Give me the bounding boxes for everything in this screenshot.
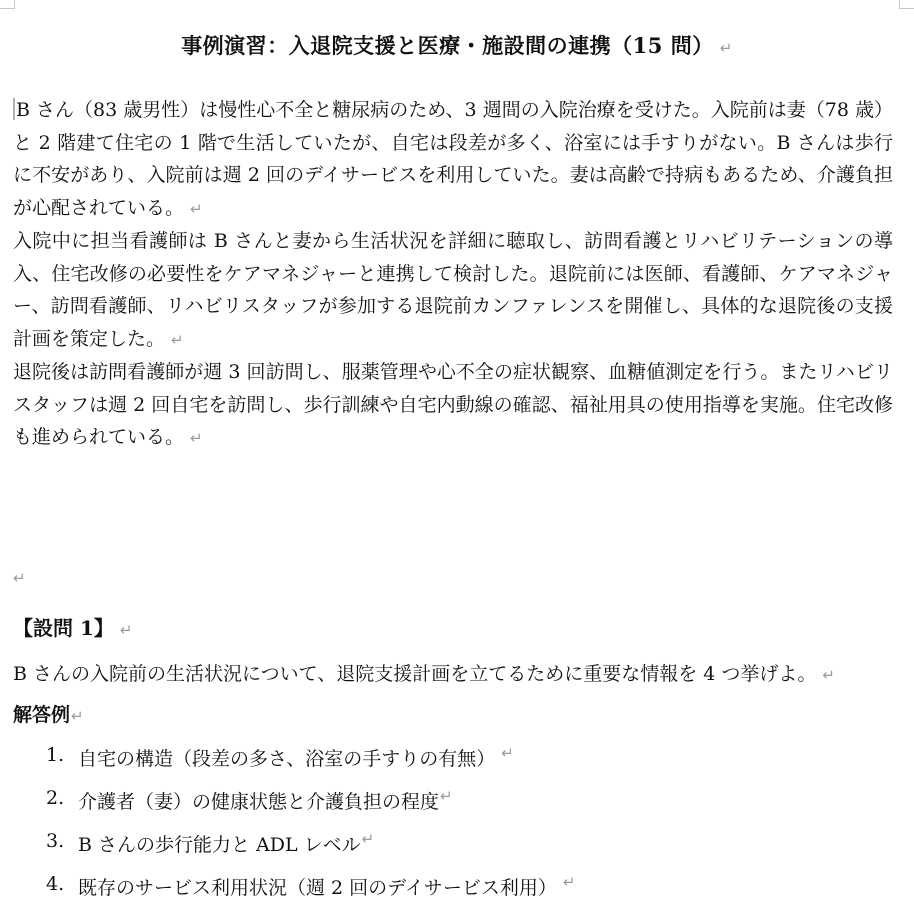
paragraph-mark-icon: ↵ (562, 873, 576, 891)
paragraph-mark-icon: ↵ (71, 707, 84, 725)
paragraph-mark-icon: ↵ (361, 830, 375, 848)
paragraph-mark-icon: ↵ (119, 621, 133, 639)
page-corner-mark-right (899, 0, 914, 9)
question-text[interactable] (13, 659, 903, 686)
paragraph-mark-icon: ↵ (190, 199, 203, 218)
question-heading-text[interactable]: 【設問 1】 (13, 616, 114, 640)
answer-item-number: 3. (46, 830, 65, 852)
case-paragraph-text[interactable]: 入院中に担当看護師は B さんと妻から生活状況を詳細に聴取し、訪問看護とリハビリテーションの導入、住宅改修の必要性をケアマネジャーと連携して検討した。退院前には医師、看護師、ケアマネジャー、訪問看護師、リハビリスタッフが参加する退院前カンファレンスを開催し、具体的な退院後の支援計画を策定した。 (13, 230, 893, 350)
answer-label-text[interactable]: 解答例 (13, 704, 71, 726)
paragraph-mark-icon: ↵ (13, 569, 26, 587)
paragraph-mark-icon: ↵ (501, 744, 514, 762)
answer-item[interactable] (46, 744, 575, 787)
case-description[interactable] (13, 94, 893, 455)
answer-item-text[interactable]: B さんの歩行能力と ADL レベル (78, 834, 361, 856)
answer-item-text[interactable]: 自宅の構造（段差の多さ、浴室の手すりの有無） (78, 748, 496, 770)
paragraph-mark-icon: ↵ (190, 429, 203, 447)
answer-item[interactable] (46, 787, 575, 830)
case-paragraph[interactable] (13, 225, 893, 356)
answer-label[interactable] (13, 700, 84, 727)
answer-item-number: 1. (46, 744, 65, 766)
empty-paragraph[interactable] (13, 568, 26, 600)
answer-item-text[interactable]: 介護者（妻）の健康状態と介護負担の程度 (78, 791, 440, 813)
answer-item[interactable] (46, 830, 575, 873)
case-paragraph-text[interactable]: B さん（83 歳男性）は慢性心不全と糖尿病のため、3 週間の入院治療を受けた。入院前は妻（78 歳）と 2 階建て住宅の 1 階で生活していたが、自宅は段差が多く、浴室には手すりがない。B さんは歩行に不安があり、入院前は週 2 回のデイサービスを利用していた。妻は高齢で持病もあるため、介護負担が心配されている。 (13, 99, 893, 219)
question-heading[interactable] (13, 612, 132, 641)
answer-list (46, 744, 575, 916)
paragraph-mark-icon: ↵ (719, 39, 733, 57)
answer-item-text[interactable]: 既存のサービス利用状況（週 2 回のデイサービス利用） (78, 877, 557, 899)
question-body[interactable]: B さんの入院前の生活状況について、退院支援計画を立てるために重要な情報を 4 つ挙げよ。 (13, 663, 817, 685)
text-cursor (13, 98, 15, 120)
case-paragraph-text[interactable]: 退院後は訪問看護師が週 3 回訪問し、服薬管理や心不全の症状観察、血糖値測定を行う。またリハビリスタッフは週 2 回自宅を訪問し、歩行訓練や自宅内動線の確認、福祉用具の使用指導を実施。住宅改修も進められている。 (13, 361, 893, 448)
answer-item[interactable] (46, 873, 575, 916)
document-title[interactable] (0, 30, 914, 60)
paragraph-mark-icon: ↵ (440, 787, 453, 805)
case-paragraph[interactable] (13, 94, 893, 225)
document-title-text[interactable]: 事例演習：入退院支援と医療・施設間の連携（15 問） (181, 33, 714, 58)
answer-item-number: 2. (46, 787, 65, 809)
page-corner-mark-left (0, 0, 15, 9)
paragraph-mark-icon: ↵ (822, 666, 835, 684)
answer-item-number: 4. (46, 873, 65, 895)
paragraph-mark-icon: ↵ (171, 330, 184, 349)
case-paragraph[interactable] (13, 356, 893, 455)
